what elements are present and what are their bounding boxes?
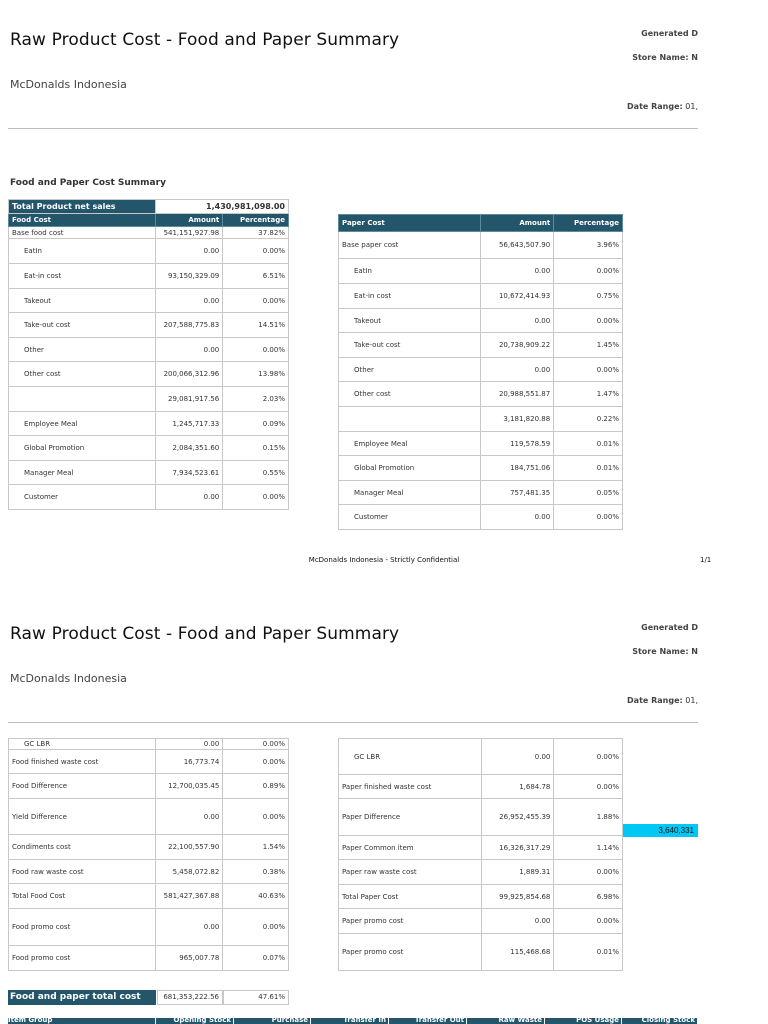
food-cost-percentage: 0.00% [223,739,289,750]
header-divider [8,128,698,129]
food-cost-row [9,946,289,971]
report-title: Raw Product Cost - Food and Paper Summary [10,30,400,50]
paper-cost-percentage: 0.01% [554,456,623,481]
food-cost-label: Take-out cost [9,313,156,338]
paper-cost-percentage: 0.00% [554,259,623,284]
company-name: McDonalds Indonesia [10,672,127,685]
food-cost-amount: 7,934,523.61 [156,461,223,485]
food-cost-header: Food Cost [9,214,156,227]
food-cost-percentage: 13.98% [223,362,289,387]
paper-cost-amount: 115,468.68 [481,934,554,971]
grand-total-amount: 681,353,222.56 [157,990,223,1005]
paper-cost-row [339,799,623,836]
paper-cost-amount: 0.00 [481,909,554,934]
net-sales-row [9,200,289,214]
paper-cost-amount: 0.00 [481,739,554,775]
paper-cost-percentage: 0.00% [554,358,623,382]
paper-cost-percentage: 1.45% [554,333,623,358]
food-cost-label: Food Difference [9,774,156,799]
food-cost-amount: 581,427,367.88 [156,884,223,909]
report-title: Raw Product Cost - Food and Paper Summary [10,624,400,644]
grand-total-label: Food and paper total cost [8,990,156,1005]
paper-cost-amount: 16,326,317.29 [481,836,554,860]
food-cost-amount: 29,081,917.56 [156,387,223,412]
item-column-header: Transfer In [311,1018,389,1024]
food-cost-label: Food finished waste cost [9,750,156,774]
food-cost-percentage: 0.15% [223,436,289,461]
generated-date-label: Generated D [641,29,698,38]
item-column-header: Raw Waste [467,1018,545,1024]
food-cost-amount: 2,084,351.60 [156,436,223,461]
paper-cost-label: Take-out cost [339,333,481,358]
food-cost-row [9,436,289,461]
food-cost-label: Employee Meal [9,412,156,436]
food-cost-amount: 0.00 [156,909,223,946]
food-cost-percentage: 0.09% [223,412,289,436]
amount-header: Amount [156,214,223,227]
food-cost-label: Other cost [9,362,156,387]
paper-cost-amount: 1,684.78 [481,775,554,799]
food-cost-row [9,338,289,362]
paper-cost-amount: 0.00 [481,259,554,284]
food-cost-label: Food promo cost [9,946,156,971]
food-cost-row [9,362,289,387]
paper-cost-row [339,860,623,885]
paper-cost-label: Paper finished waste cost [339,775,482,799]
food-cost-label: Food promo cost [9,909,156,946]
paper-cost-label: Paper Common item [339,836,482,860]
paper-cost-amount: 56,643,507.90 [481,232,554,259]
food-cost-row [9,835,289,860]
paper-cost-percentage: 6.98% [554,885,623,909]
item-column-header: Item Group [8,1018,156,1024]
food-cost-table-continued [8,738,289,971]
paper-cost-percentage: 0.00% [554,775,623,799]
food-cost-row [9,774,289,799]
food-cost-label: Customer [9,485,156,510]
paper-cost-percentage: 0.75% [554,284,623,309]
paper-cost-percentage: 0.00% [554,860,623,885]
food-cost-label: Manager Meal [9,461,156,485]
item-column-header: Transfer Out [389,1018,467,1024]
paper-cost-table [338,214,623,530]
food-cost-percentage: 0.00% [223,338,289,362]
paper-cost-row [339,284,623,309]
item-column-header: POS Usage [545,1018,622,1024]
paper-cost-row [339,481,623,505]
paper-table-header [339,215,623,232]
paper-cost-amount: 0.00 [481,309,554,333]
food-cost-row [9,289,289,313]
food-cost-percentage: 0.07% [223,946,289,971]
paper-cost-amount: 26,952,455.39 [481,799,554,836]
food-cost-amount: 93,150,329.09 [156,264,223,289]
food-cost-percentage: 0.00% [223,799,289,835]
food-cost-row [9,750,289,774]
paper-cost-percentage: 0.05% [554,481,623,505]
food-cost-amount: 5,458,072.82 [156,860,223,884]
food-cost-row [9,264,289,289]
food-cost-percentage: 0.00% [223,485,289,510]
food-cost-row [9,884,289,909]
paper-cost-label [339,407,481,432]
food-cost-table [8,199,289,510]
food-cost-percentage: 0.00% [223,909,289,946]
paper-cost-percentage: 0.00% [554,309,623,333]
paper-cost-row [339,407,623,432]
food-cost-percentage: 0.00% [223,239,289,264]
paper-cost-label: Global Promotion [339,456,481,481]
store-name-label: Store Name: N [632,647,698,656]
paper-cost-amount: 119,578.59 [481,432,554,456]
paper-cost-row [339,836,623,860]
paper-cost-table-continued [338,738,623,971]
food-cost-percentage: 6.51% [223,264,289,289]
paper-cost-label: Takeout [339,309,481,333]
paper-cost-header: Paper Cost [339,215,481,232]
paper-cost-amount: 757,481.35 [481,481,554,505]
paper-cost-row [339,909,623,934]
food-cost-label: Condiments cost [9,835,156,860]
food-cost-amount: 207,588,775.83 [156,313,223,338]
paper-cost-percentage: 0.00% [554,505,623,530]
paper-cost-row [339,259,623,284]
paper-cost-row [339,775,623,799]
food-cost-amount: 965,007.78 [156,946,223,971]
paper-cost-amount: 1,889.31 [481,860,554,885]
food-cost-percentage: 40.63% [223,884,289,909]
paper-cost-row [339,739,623,775]
report-page-2 [0,594,768,1024]
food-cost-amount: 0.00 [156,485,223,510]
paper-cost-row [339,885,623,909]
food-cost-row [9,412,289,436]
paper-cost-percentage: 0.01% [554,934,623,971]
header-divider [8,722,698,723]
item-group-table-header [8,1018,698,1024]
paper-cost-percentage: 1.47% [554,382,623,407]
paper-cost-label: Other [339,358,481,382]
paper-cost-amount: 20,738,909.22 [481,333,554,358]
food-cost-amount: 12,700,035.45 [156,774,223,799]
generated-date-label: Generated D [641,623,698,632]
paper-cost-amount: 10,672,414.93 [481,284,554,309]
food-cost-label: Global Promotion [9,436,156,461]
paper-cost-amount: 0.00 [481,358,554,382]
paper-cost-row [339,432,623,456]
food-cost-row [9,799,289,835]
food-cost-label: EatIn [9,239,156,264]
food-cost-percentage: 2.03% [223,387,289,412]
food-cost-row [9,387,289,412]
food-cost-label: Other [9,338,156,362]
grand-total-percentage: 47.61% [223,990,289,1005]
paper-cost-label: Paper promo cost [339,909,482,934]
net-sales-value: 1,430,981,098.00 [156,200,289,214]
paper-cost-percentage: 0.22% [554,407,623,432]
item-column-header: Closing Stock [622,1018,698,1024]
paper-cost-label: Paper raw waste cost [339,860,482,885]
paper-cost-amount: 99,925,854.68 [481,885,554,909]
food-cost-amount: 0.00 [156,338,223,362]
food-cost-amount: 0.00 [156,799,223,835]
paper-cost-percentage: 3.96% [554,232,623,259]
food-cost-label: Total Food Cost [9,884,156,909]
paper-cost-row [339,232,623,259]
paper-cost-label: GC LBR [339,739,482,775]
food-cost-amount: 200,066,312.96 [156,362,223,387]
date-range-label: Date Range: 01, [627,102,698,111]
food-cost-label: GC LBR [9,739,156,750]
food-cost-label: Yield Difference [9,799,156,835]
food-cost-label: Food raw waste cost [9,860,156,884]
store-name-label: Store Name: N [632,53,698,62]
paper-cost-row [339,934,623,971]
paper-cost-amount: 20,988,551.87 [481,382,554,407]
paper-cost-label: EatIn [339,259,481,284]
food-cost-label [9,387,156,412]
paper-cost-percentage: 1.88% [554,799,623,836]
food-cost-amount: 16,773.74 [156,750,223,774]
paper-cost-percentage: 0.00% [554,909,623,934]
paper-cost-label: Paper Difference [339,799,482,836]
food-cost-row [9,227,289,239]
paper-cost-label: Paper promo cost [339,934,482,971]
paper-cost-row [339,333,623,358]
paper-cost-amount: 3,181,820.88 [481,407,554,432]
food-cost-label: Eat-in cost [9,264,156,289]
item-column-header: Opening Stock [156,1018,234,1024]
paper-cost-amount: 184,751.06 [481,456,554,481]
food-cost-amount: 541,151,927.98 [156,227,223,239]
food-cost-row [9,739,289,750]
food-cost-amount: 1,245,717.33 [156,412,223,436]
paper-cost-label: Eat-in cost [339,284,481,309]
amount-header: Amount [481,215,554,232]
food-cost-row [9,485,289,510]
paper-cost-amount: 0.00 [481,505,554,530]
food-cost-amount: 0.00 [156,739,223,750]
paper-cost-percentage: 0.01% [554,432,623,456]
paper-cost-label: Base paper cost [339,232,481,259]
food-cost-amount: 0.00 [156,239,223,264]
food-cost-percentage: 0.55% [223,461,289,485]
company-name: McDonalds Indonesia [10,78,127,91]
percentage-header: Percentage [223,214,289,227]
net-sales-label: Total Product net sales [9,200,156,214]
food-table-header [9,214,289,227]
food-cost-amount: 22,100,557.90 [156,835,223,860]
food-cost-row [9,313,289,338]
food-cost-row [9,461,289,485]
food-cost-row [9,860,289,884]
paper-cost-row [339,382,623,407]
food-cost-label: Takeout [9,289,156,313]
paper-cost-label: Total Paper Cost [339,885,482,909]
paper-cost-row [339,456,623,481]
food-cost-percentage: 0.00% [223,750,289,774]
food-cost-amount: 0.00 [156,289,223,313]
section-title: Food and Paper Cost Summary [10,178,166,188]
food-cost-percentage: 0.38% [223,860,289,884]
paper-cost-label: Other cost [339,382,481,407]
paper-cost-label: Employee Meal [339,432,481,456]
paper-cost-row [339,358,623,382]
page-number: 1/1 [700,556,712,564]
food-cost-percentage: 14.51% [223,313,289,338]
paper-cost-row [339,309,623,333]
highlighted-value-cell: 3,640,331 [623,824,698,837]
paper-cost-label: Customer [339,505,481,530]
food-cost-label: Base food cost [9,227,156,239]
food-cost-percentage: 37.82% [223,227,289,239]
food-cost-percentage: 1.54% [223,835,289,860]
footer-confidential: McDonalds Indonesia - Strictly Confidential [308,556,460,564]
item-column-header: Purchase [234,1018,311,1024]
food-cost-percentage: 0.89% [223,774,289,799]
date-range-label: Date Range: 01, [627,696,698,705]
food-cost-percentage: 0.00% [223,289,289,313]
paper-cost-percentage: 1.14% [554,836,623,860]
food-cost-row [9,239,289,264]
percentage-header: Percentage [554,215,623,232]
paper-cost-row [339,505,623,530]
food-cost-row [9,909,289,946]
paper-cost-label: Manager Meal [339,481,481,505]
paper-cost-percentage: 0.00% [554,739,623,775]
